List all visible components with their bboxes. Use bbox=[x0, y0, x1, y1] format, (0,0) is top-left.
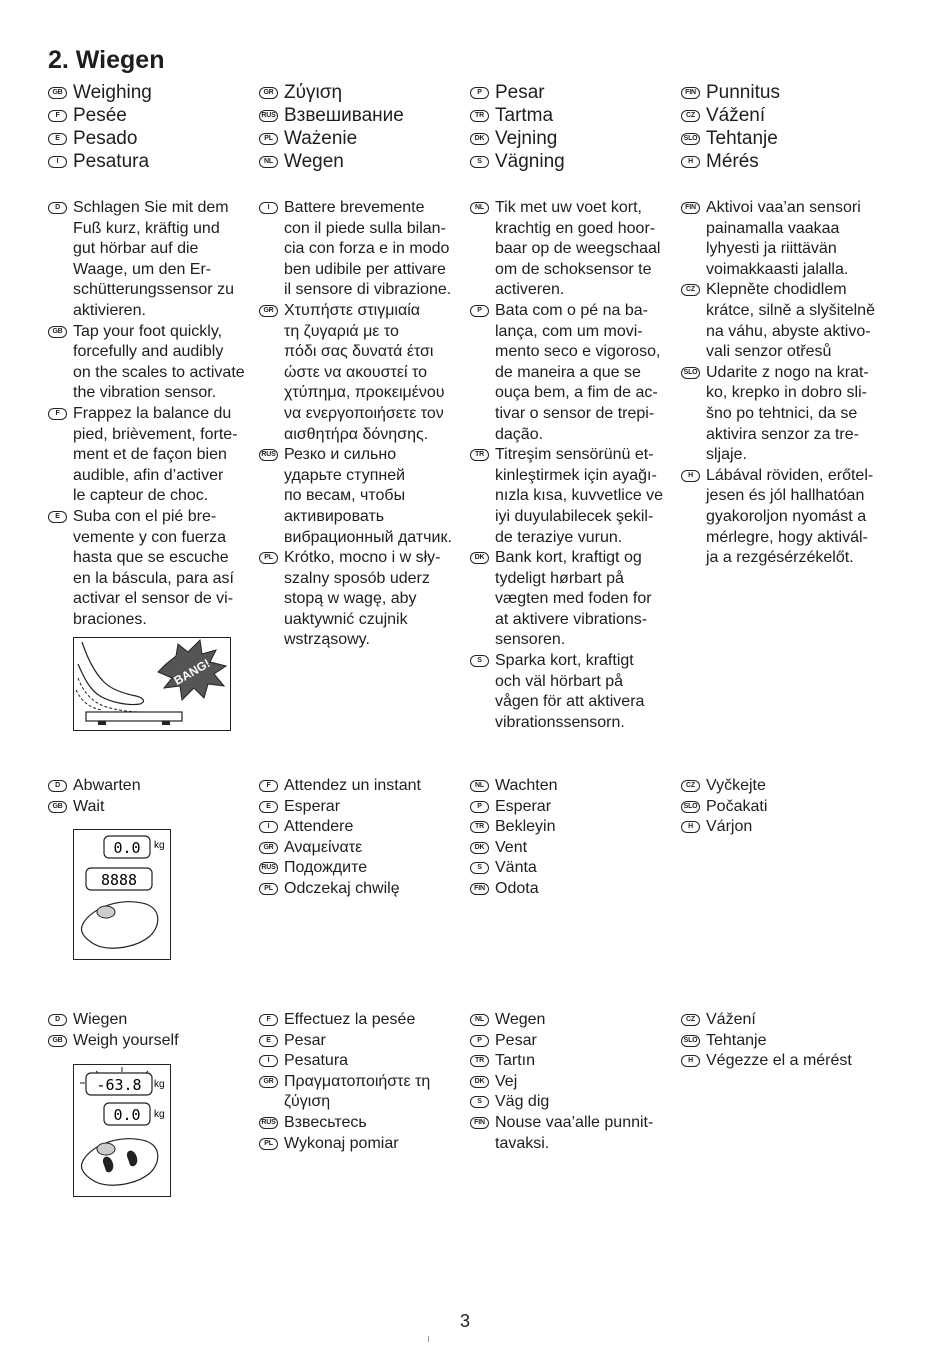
instruction-text: Pesado bbox=[73, 128, 138, 149]
language-entry-rus bbox=[259, 445, 464, 548]
language-code-badge: GR bbox=[259, 1076, 278, 1088]
instruction-text: Klepněte chodidlem krátce, silně a slyšitelně na váhu, abyste aktivo- vali senzor otřesů bbox=[706, 281, 875, 361]
language-entry-dk bbox=[470, 127, 675, 150]
instruction-text: Vent bbox=[495, 838, 528, 856]
instruction-text: Bata com o pé na ba- lança, com um movi- mento seco e vigoroso, de maneira a que se ouça bem, a fim de ac- tivar o sensor de trepi- dação. bbox=[495, 301, 661, 443]
language-code-badge: S bbox=[470, 156, 489, 168]
language-entry-h bbox=[681, 466, 886, 569]
lcd-value-bottom: 8888 bbox=[100, 871, 138, 889]
instruction-text: Udarite z nogo na krat- ko, krepko in dobro sli- šno po tehtnici, da se aktivira senzor za tre- sljaje. bbox=[706, 363, 869, 464]
language-entry-f bbox=[48, 104, 253, 127]
instruction-text: Väg dig bbox=[495, 1093, 550, 1111]
language-entry-s bbox=[470, 150, 675, 173]
tap-scale-illustration bbox=[73, 637, 231, 731]
step2-column-2 bbox=[259, 776, 464, 900]
instruction-text: Suba con el pié bre- vemente y con fuerza hasta que se escuche en la báscula, para así activar el sensor de vi- braciones. bbox=[73, 507, 234, 628]
language-entry-d bbox=[48, 1010, 253, 1031]
step2-column-3 bbox=[470, 776, 675, 900]
language-entry-gb bbox=[48, 322, 253, 404]
language-entry-e bbox=[48, 507, 253, 631]
language-code-badge: P bbox=[470, 801, 489, 813]
language-code-badge: GR bbox=[259, 305, 278, 317]
instruction-text: Krótko, mocno i w sły- szalny sposób uderz stopą w wagę, aby uaktywnić czujnik wstrząsowy. bbox=[284, 549, 441, 649]
scan-mark bbox=[428, 1336, 429, 1342]
instruction-text: Effectuez la pesée bbox=[284, 1011, 416, 1028]
step1-column-2 bbox=[259, 198, 464, 651]
page-number: 3 bbox=[459, 1311, 470, 1331]
language-code-badge: GB bbox=[48, 87, 67, 99]
language-entry-slo bbox=[681, 363, 886, 466]
instruction-text: Tik met uw voet kort, krachtig en goed hoor- baar op de weegschaal om de schoksensor te activeren. bbox=[495, 199, 661, 299]
language-entry-gb bbox=[48, 797, 253, 818]
language-entry-p bbox=[470, 81, 675, 104]
language-entry-gb bbox=[48, 81, 253, 104]
language-entry-cz bbox=[681, 776, 886, 797]
language-code-badge: RUS bbox=[259, 449, 278, 461]
instruction-text: Vägning bbox=[495, 151, 565, 172]
scale-body bbox=[82, 1139, 158, 1185]
language-entry-f bbox=[259, 776, 464, 797]
language-entry-gr bbox=[259, 1072, 464, 1113]
step1-column-4 bbox=[681, 198, 886, 569]
instruction-text: Πραγματοποιήστε τη ζύγιση bbox=[284, 1072, 431, 1111]
step2-column-4 bbox=[681, 776, 886, 838]
language-entry-fin bbox=[470, 879, 675, 900]
instruction-text: Wachten bbox=[495, 777, 558, 794]
language-entry-pl bbox=[259, 127, 464, 150]
language-code-badge: H bbox=[681, 821, 700, 833]
language-code-badge: I bbox=[259, 202, 278, 214]
instruction-text: Frappez la balance du pied, brièvement, forte- ment et de façon bien audible, afin d’activer le capteur de choc. bbox=[73, 404, 238, 505]
language-code-badge: S bbox=[470, 655, 489, 667]
instruction-text: Počakati bbox=[706, 797, 768, 815]
language-code-badge: E bbox=[259, 801, 278, 813]
instruction-text: Bank kort, kraftigt og tydeligt hørbart på vægten med foden for at aktivere vibrations- sensoren. bbox=[495, 549, 652, 649]
instruction-text: Подождите bbox=[284, 859, 368, 877]
language-entry-s bbox=[470, 1092, 675, 1113]
language-code-badge: H bbox=[681, 1055, 700, 1067]
language-code-badge: D bbox=[48, 202, 67, 214]
scale-sensor-icon bbox=[97, 906, 115, 918]
language-entry-cz bbox=[681, 104, 886, 127]
instruction-text: Lábával röviden, erőtel- jesen és jól hallhatóan gyakoroljon nyomást a mérlegre, hogy aktivál- ja a rezgésérzékelőt. bbox=[706, 466, 874, 567]
instruction-text: Χτυπήστε στιγμιαία τη ζυγαριά με το πόδι σας δυνατά έτσι ώστε να ακουστεί το χτύπημα, προκειμένου να ενεργοποιήσετε τον αισθητήρα δόνησης. bbox=[284, 301, 445, 443]
header-column-3 bbox=[470, 81, 675, 173]
language-code-badge: FIN bbox=[470, 1117, 489, 1129]
language-entry-rus bbox=[259, 858, 464, 879]
language-code-badge: TR bbox=[470, 1055, 489, 1067]
language-entry-tr bbox=[470, 104, 675, 127]
language-entry-i bbox=[259, 1051, 464, 1072]
instruction-text: Vänta bbox=[495, 859, 537, 877]
step3-column-4 bbox=[681, 1010, 886, 1072]
step3-column-1 bbox=[48, 1010, 253, 1051]
language-entry-h bbox=[681, 1051, 886, 1072]
step1-column-1 bbox=[48, 198, 253, 630]
language-entry-nl bbox=[259, 150, 464, 173]
instruction-text: Attendere bbox=[284, 818, 354, 836]
language-code-badge: NL bbox=[470, 202, 489, 214]
bang-text: BANG! bbox=[171, 656, 213, 688]
instruction-text: Pesatura bbox=[284, 1052, 349, 1070]
language-code-badge: GB bbox=[48, 326, 67, 338]
language-code-badge: D bbox=[48, 780, 67, 792]
language-entry-gr bbox=[259, 838, 464, 859]
language-code-badge: F bbox=[259, 780, 278, 792]
scale-platform bbox=[86, 712, 182, 721]
language-entry-h bbox=[681, 817, 886, 838]
instruction-text: Wykonaj pomiar bbox=[284, 1134, 399, 1152]
language-code-badge: PL bbox=[259, 883, 278, 895]
tap-scale-drawing bbox=[74, 638, 230, 730]
language-code-badge: NL bbox=[470, 1014, 489, 1026]
language-entry-d bbox=[48, 776, 253, 797]
language-code-badge: D bbox=[48, 1014, 67, 1026]
language-entry-slo bbox=[681, 127, 886, 150]
language-entry-slo bbox=[681, 1031, 886, 1052]
step2-column-1 bbox=[48, 776, 253, 817]
language-entry-i bbox=[259, 817, 464, 838]
instruction-text: Tehtanje bbox=[706, 128, 778, 149]
language-entry-nl bbox=[470, 1010, 675, 1031]
language-code-badge: DK bbox=[470, 842, 489, 854]
language-entry-nl bbox=[470, 198, 675, 301]
language-entry-pl bbox=[259, 1134, 464, 1155]
language-code-badge: DK bbox=[470, 133, 489, 145]
language-entry-gr bbox=[259, 301, 464, 445]
instruction-text: Titreşim sensörünü et- kinleştirmek için ayağı- nızla kısa, kuvvetlice ve iyi duyulabilecek şekil- de teraziye vurun. bbox=[495, 446, 664, 546]
language-entry-d bbox=[48, 198, 253, 322]
instruction-text: Резко и сильно ударьте ступней по весам, чтобы активировать вибрационный датчик. bbox=[284, 446, 452, 546]
language-entry-dk bbox=[470, 838, 675, 859]
language-entry-nl bbox=[470, 776, 675, 797]
language-entry-f bbox=[48, 404, 253, 507]
language-entry-p bbox=[470, 797, 675, 818]
language-code-badge: S bbox=[470, 1096, 489, 1108]
language-entry-cz bbox=[681, 280, 886, 362]
language-code-badge: F bbox=[48, 408, 67, 420]
instruction-text: Schlagen Sie mit dem Fuß kurz, kräftig und gut hörbar auf die Waage, um den Er- schütterungssensor zu aktivieren. bbox=[73, 199, 234, 319]
lcd-value-bottom: 0.0 bbox=[113, 1106, 141, 1124]
instruction-text: Mérés bbox=[706, 151, 759, 172]
language-code-badge: E bbox=[48, 133, 67, 145]
instruction-text: Pesatura bbox=[73, 151, 150, 172]
language-code-badge: E bbox=[48, 511, 67, 523]
language-entry-e bbox=[259, 1031, 464, 1052]
page-title: 2. Wiegen bbox=[48, 46, 165, 74]
language-code-badge: F bbox=[259, 1014, 278, 1026]
instruction-text: Várjon bbox=[706, 818, 753, 836]
header-column-1 bbox=[48, 81, 253, 173]
language-entry-p bbox=[470, 301, 675, 445]
language-code-badge: CZ bbox=[681, 1014, 700, 1026]
instruction-text: Vyčkejte bbox=[706, 777, 766, 794]
language-entry-fin bbox=[681, 81, 886, 104]
instruction-text: Bekleyin bbox=[495, 818, 556, 836]
weigh-display-drawing bbox=[74, 1065, 170, 1196]
language-code-badge: CZ bbox=[681, 284, 700, 296]
instruction-text: Punnitus bbox=[706, 82, 780, 103]
language-code-badge: RUS bbox=[259, 1117, 278, 1129]
language-code-badge: PL bbox=[259, 1138, 278, 1150]
language-code-badge: P bbox=[470, 305, 489, 317]
scale-foot-right bbox=[162, 721, 170, 725]
language-code-badge: H bbox=[681, 156, 700, 168]
instruction-text: Tartın bbox=[495, 1052, 536, 1070]
scale-foot-left bbox=[98, 721, 106, 725]
instruction-text: Взвесьтесь bbox=[284, 1113, 367, 1131]
wait-display-illustration bbox=[73, 829, 171, 960]
language-code-badge: P bbox=[470, 1035, 489, 1047]
instruction-text: Vážení bbox=[706, 105, 766, 126]
language-code-badge: I bbox=[259, 821, 278, 833]
instruction-text: Odota bbox=[495, 879, 539, 897]
instruction-text: Vej bbox=[495, 1072, 518, 1090]
instruction-text: Esperar bbox=[284, 797, 341, 815]
language-code-badge: H bbox=[681, 470, 700, 482]
language-entry-dk bbox=[470, 548, 675, 651]
language-entry-f bbox=[259, 1010, 464, 1031]
step1-column-3 bbox=[470, 198, 675, 733]
language-code-badge: F bbox=[48, 110, 67, 122]
language-code-badge: TR bbox=[470, 449, 489, 461]
language-code-badge: NL bbox=[259, 156, 278, 168]
language-code-badge: GR bbox=[259, 842, 278, 854]
language-code-badge: CZ bbox=[681, 780, 700, 792]
instruction-text: Pesar bbox=[284, 1031, 326, 1049]
language-code-badge: FIN bbox=[681, 87, 700, 99]
instruction-text: Pesar bbox=[495, 1031, 537, 1049]
language-entry-tr bbox=[470, 1051, 675, 1072]
language-code-badge: I bbox=[259, 1055, 278, 1067]
lcd-value-top: 0.0 bbox=[113, 839, 141, 857]
language-entry-fin bbox=[681, 198, 886, 280]
language-entry-gb bbox=[48, 1031, 253, 1052]
lcd-unit-top: kg bbox=[154, 840, 165, 851]
header-column-4 bbox=[681, 81, 886, 173]
instruction-text: Végezze el a mérést bbox=[706, 1052, 852, 1070]
wait-display-drawing bbox=[74, 830, 170, 959]
instruction-text: Aktivoi vaa’an sensori painamalla vaakaa lyhyesti ja riittävän voimakkaasti jalalla. bbox=[706, 199, 861, 278]
language-entry-slo bbox=[681, 797, 886, 818]
language-entry-fin bbox=[470, 1113, 675, 1154]
instruction-text: Abwarten bbox=[73, 777, 141, 794]
instruction-text: Tehtanje bbox=[706, 1031, 767, 1049]
language-entry-tr bbox=[470, 817, 675, 838]
lcd-unit-top: kg bbox=[154, 1079, 165, 1090]
instruction-text: Pesar bbox=[495, 82, 545, 103]
instruction-text: Pesée bbox=[73, 105, 127, 126]
instruction-text: Weigh yourself bbox=[73, 1031, 179, 1049]
language-code-badge: CZ bbox=[681, 110, 700, 122]
instruction-text: Tartma bbox=[495, 105, 554, 126]
language-code-badge: PL bbox=[259, 552, 278, 564]
language-code-badge: TR bbox=[470, 110, 489, 122]
language-code-badge: SLO bbox=[681, 801, 700, 813]
language-entry-tr bbox=[470, 445, 675, 548]
language-entry-rus bbox=[259, 104, 464, 127]
language-entry-rus bbox=[259, 1113, 464, 1134]
language-code-badge: E bbox=[259, 1035, 278, 1047]
instruction-text: Wegen bbox=[284, 151, 344, 172]
language-entry-cz bbox=[681, 1010, 886, 1031]
language-entry-s bbox=[470, 858, 675, 879]
language-entry-e bbox=[48, 127, 253, 150]
instruction-text: Weighing bbox=[73, 82, 152, 103]
language-code-badge: DK bbox=[470, 552, 489, 564]
scale-body bbox=[82, 902, 158, 948]
instruction-text: Αναμείνατε bbox=[284, 838, 363, 856]
language-code-badge: GB bbox=[48, 1035, 67, 1047]
language-code-badge: SLO bbox=[681, 367, 700, 379]
language-code-badge: RUS bbox=[259, 862, 278, 874]
language-code-badge: I bbox=[48, 156, 67, 168]
instruction-text: Vážení bbox=[706, 1011, 756, 1028]
language-code-badge: P bbox=[470, 87, 489, 99]
instruction-text: Ważenie bbox=[284, 128, 358, 149]
language-code-badge: S bbox=[470, 862, 489, 874]
language-code-badge: FIN bbox=[470, 883, 489, 895]
instruction-text: Wiegen bbox=[73, 1011, 128, 1028]
language-entry-gr bbox=[259, 81, 464, 104]
language-code-badge: SLO bbox=[681, 133, 700, 145]
language-code-badge: FIN bbox=[681, 202, 700, 214]
language-entry-pl bbox=[259, 879, 464, 900]
instruction-text: Wait bbox=[73, 797, 105, 815]
language-entry-i bbox=[259, 198, 464, 301]
language-entry-dk bbox=[470, 1072, 675, 1093]
instruction-text: Nouse vaa’alle punnit- tavaksi. bbox=[495, 1113, 654, 1152]
language-entry-i bbox=[48, 150, 253, 173]
language-code-badge: GB bbox=[48, 801, 67, 813]
language-entry-h bbox=[681, 150, 886, 173]
instruction-text: Ζύγιση bbox=[284, 82, 343, 103]
language-code-badge: NL bbox=[470, 780, 489, 792]
language-code-badge: SLO bbox=[681, 1035, 700, 1047]
language-code-badge: DK bbox=[470, 1076, 489, 1088]
instruction-text: Vejning bbox=[495, 128, 558, 149]
language-entry-p bbox=[470, 1031, 675, 1052]
step3-column-2 bbox=[259, 1010, 464, 1154]
language-entry-s bbox=[470, 651, 675, 733]
lcd-value-top: -63.8 bbox=[96, 1076, 142, 1094]
instruction-text: Tap your foot quickly, forcefully and audibly on the scales to activate the vibration sensor. bbox=[73, 322, 245, 402]
language-code-badge: PL bbox=[259, 133, 278, 145]
motion-dotted-line-2 bbox=[76, 690, 102, 710]
instruction-text: Esperar bbox=[495, 797, 552, 815]
weigh-display-illustration bbox=[73, 1064, 171, 1197]
header-column-2 bbox=[259, 81, 464, 173]
language-code-badge: RUS bbox=[259, 110, 278, 122]
foot-outline bbox=[78, 642, 143, 705]
step3-column-3 bbox=[470, 1010, 675, 1154]
instruction-text: Odczekaj chwilę bbox=[284, 879, 400, 897]
lcd-unit-bottom: kg bbox=[154, 1109, 165, 1120]
instruction-text: Attendez un instant bbox=[284, 777, 421, 794]
instruction-text: Sparka kort, kraftigt och väl hörbart på vågen för att aktivera vibrationssensorn. bbox=[495, 652, 645, 731]
language-code-badge: TR bbox=[470, 821, 489, 833]
scale-sensor-icon bbox=[97, 1143, 115, 1155]
instruction-text: Battere brevemente con il piede sulla bilan- cia con forza e in modo ben udibile per attivare il sensore di vibrazione. bbox=[284, 199, 452, 299]
language-code-badge: GR bbox=[259, 87, 278, 99]
instruction-text: Wegen bbox=[495, 1011, 546, 1028]
instruction-text: Взвешивание bbox=[284, 105, 404, 126]
language-entry-pl bbox=[259, 548, 464, 651]
language-entry-e bbox=[259, 797, 464, 818]
